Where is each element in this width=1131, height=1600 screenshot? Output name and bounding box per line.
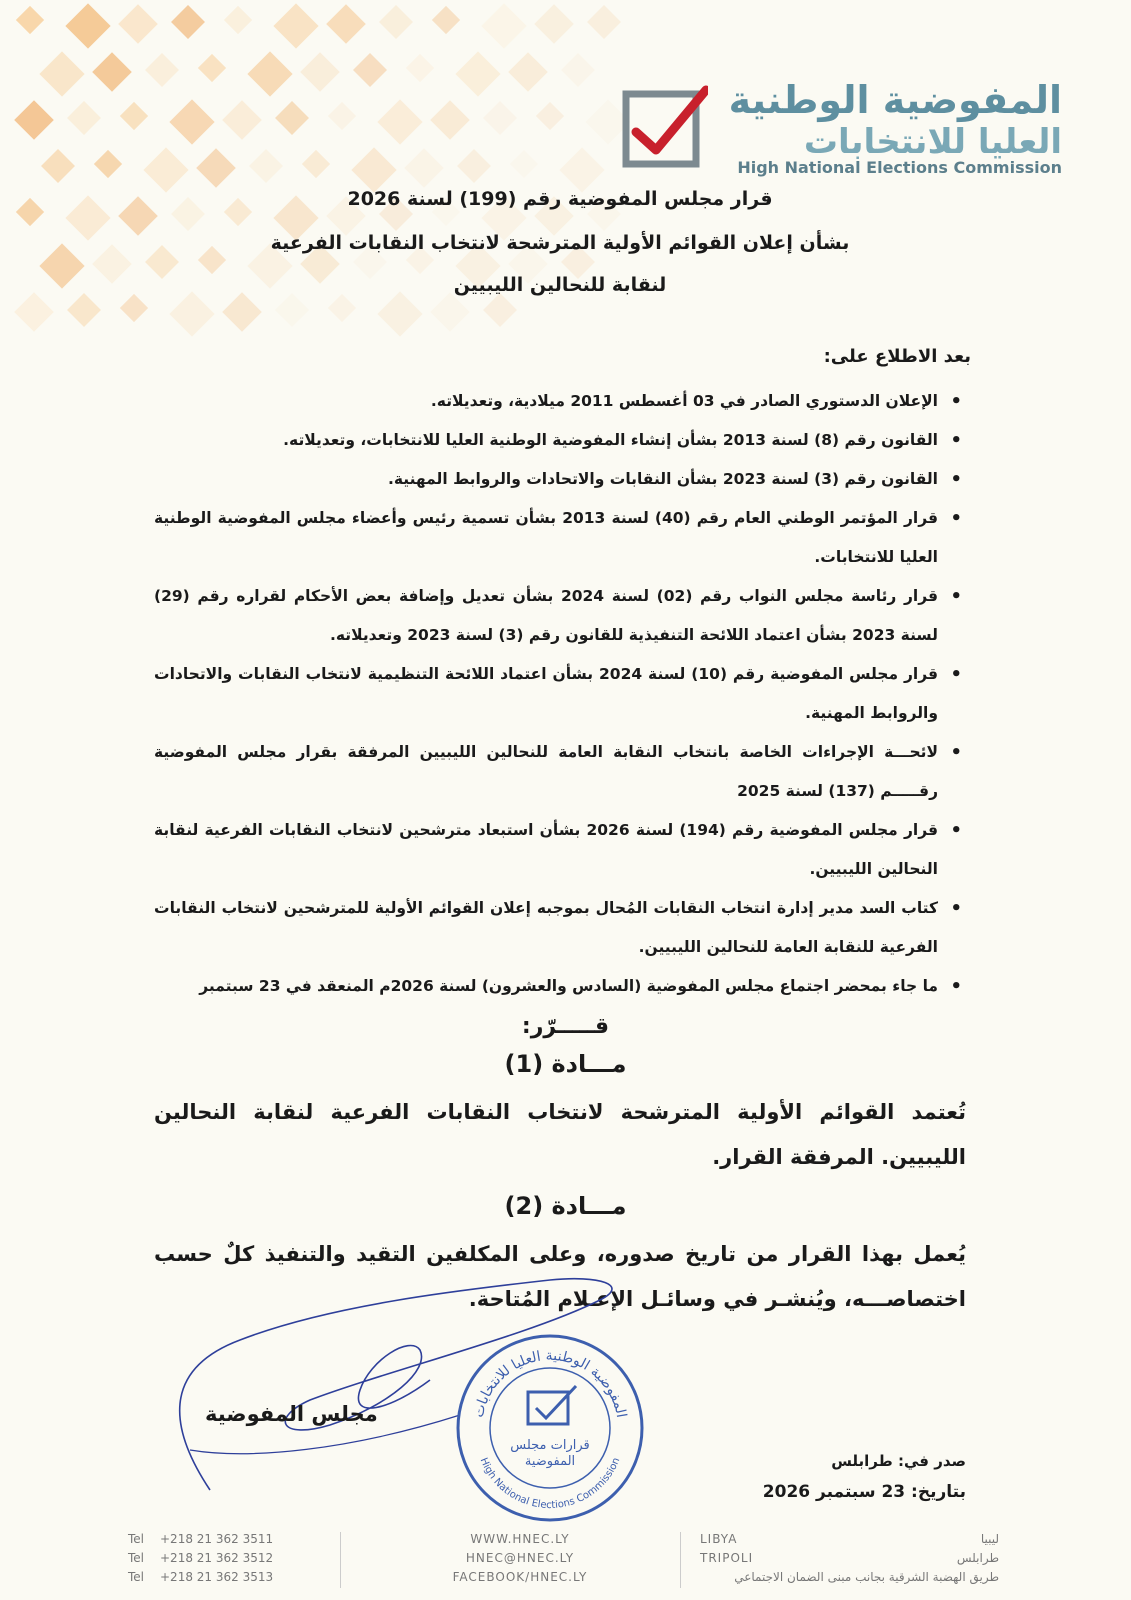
phone-number: +218 21 362 3513 xyxy=(160,1570,274,1584)
decorative-square xyxy=(587,5,621,39)
email-link: HNEC@HNEC.LY xyxy=(465,1551,575,1565)
hnec-logo xyxy=(622,78,1062,178)
decorative-square xyxy=(430,292,470,332)
stamp-text-top: المفوضية الوطنية العليا للانتخابات xyxy=(470,1347,630,1420)
decorative-square xyxy=(300,52,340,92)
footer-phones: Tel +218 21 362 3511 Tel +218 21 362 3512 Tel +218 21 362 3513 xyxy=(128,1532,274,1584)
decorative-square xyxy=(65,195,110,240)
website-link: WWW.HNEC.LY xyxy=(470,1532,570,1546)
decorative-square xyxy=(377,99,422,144)
footer-location-en: LIBYA TRIPOLI xyxy=(700,1532,754,1565)
decorative-square xyxy=(328,294,356,322)
decorative-square xyxy=(16,198,44,226)
decorative-square xyxy=(198,54,226,82)
stamp-text-center: قرارات مجلس المفوضية xyxy=(510,1438,590,1469)
decorative-square xyxy=(41,149,75,183)
decorative-square xyxy=(143,147,188,192)
decorative-square xyxy=(457,149,491,183)
footer-web xyxy=(360,1530,680,1587)
decorative-square xyxy=(118,196,158,236)
decorative-square xyxy=(561,53,595,87)
decision-subject-line1: بشأن إعلان القوائم الأولية المترشحة لانتخاب النقابات الفرعية xyxy=(270,232,850,254)
article2-text: يُعمل بهذا القرار من تاريخ صدوره، وعلى المكلفين التقيد والتنفيذ كلٌ حسب اختصاصـــه، ويُنشـر في وسائـل الإعـلام المُتاحة. xyxy=(154,1242,966,1311)
stamp-ballot-icon xyxy=(528,1392,568,1424)
decorative-square xyxy=(510,150,538,178)
decorative-square xyxy=(302,150,330,178)
decorative-square xyxy=(92,52,132,92)
decorative-square xyxy=(406,54,434,82)
decorative-square xyxy=(222,100,262,140)
phone-number: +218 21 362 3512 xyxy=(160,1551,274,1565)
decorative-square xyxy=(14,100,54,140)
decorative-square xyxy=(169,291,214,336)
decorative-square xyxy=(379,5,413,39)
decorative-square xyxy=(118,4,158,44)
logo-name-ar-line1: المفوضية الوطنية xyxy=(728,78,1062,122)
decorative-square xyxy=(275,101,309,135)
article1-heading: مـــادة (1) xyxy=(504,1050,627,1078)
stamp-text-bottom: High National Elections Commission xyxy=(477,1456,623,1512)
decorative-square xyxy=(430,100,470,140)
decorative-square xyxy=(432,6,460,34)
decorative-square xyxy=(377,291,422,336)
decorative-square xyxy=(483,293,517,327)
decorative-square xyxy=(326,4,366,44)
decorative-square xyxy=(275,293,309,327)
decorative-square xyxy=(224,6,252,34)
decorative-square xyxy=(169,99,214,144)
decorative-square xyxy=(534,4,574,44)
preamble-heading: بعد الاطلاع على: xyxy=(823,346,971,367)
decision-subject-line2: لنقابة للنحالين الليبيين xyxy=(453,274,667,296)
list-item: • قرار رئاسة مجلس النواب رقم (02) لسنة 2024 بشأن تعديل وإضافة بعض الأحكام لقراره رقم (29) لسنة 2023 بشأن اعتماد اللائحة التنفيذية للقانون رقم (3) لسنة 2023 وتعديلاته. xyxy=(154,577,966,655)
decorative-square xyxy=(196,148,236,188)
footer-location-ar: ليبيا طرابلس طريق الهضبة الشرقية بجانب مبنى الضمان الاجتماعي xyxy=(734,1532,999,1584)
decorative-square xyxy=(247,51,292,96)
facebook-link: FACEBOOK/HNEC.LY xyxy=(452,1570,588,1584)
decorative-square xyxy=(94,150,122,178)
decorative-square xyxy=(120,294,148,322)
decorative-square xyxy=(249,149,283,183)
logo-name-en: High National Elections Commission xyxy=(737,158,1062,177)
list-item: • الإعلان الدستوري الصادر في 03 أغسطس 2011 ميلادية، وتعديلاته. xyxy=(154,382,966,421)
decorative-square xyxy=(171,5,205,39)
decides-heading: قـــــرّر: xyxy=(521,1014,610,1039)
decorative-square xyxy=(120,102,148,130)
issue-date: بتاريخ: 23 سبتمبر 2026 xyxy=(762,1482,966,1502)
decorative-square xyxy=(481,3,526,48)
list-item: • القانون رقم (8) لسنة 2013 بشأن إنشاء المفوضية الوطنية العليا للانتخابات، وتعديلاته. xyxy=(154,421,966,460)
footer xyxy=(0,1522,1131,1600)
decorative-square xyxy=(65,3,110,48)
decorative-square xyxy=(92,244,132,284)
decorative-square xyxy=(67,101,101,135)
list-item: • قرار مجلس المفوضية رقم (194) لسنة 2026 بشأن استبعاد مترشحين لانتخاب النقابات الفرعية لنقابة النحالين الليبيين. xyxy=(154,811,966,889)
article1-text: تُعتمد القوائم الأولية المترشحة لانتخاب النقابات الفرعية لنقابة النحالين الليبيين. المرفقة القرار. xyxy=(154,1100,966,1169)
list-item: • قرار مجلس المفوضية رقم (10) لسنة 2024 بشأن اعتماد اللائحة التنظيمية لانتخاب النقابات والاتحادات والروابط المهنية. xyxy=(154,655,966,733)
decorative-square xyxy=(222,292,262,332)
list-item: • القانون رقم (3) لسنة 2023 بشأن النقابات والاتحادات والروابط المهنية. xyxy=(154,460,966,499)
svg-text:المفوضية الوطنية العليا للانتخ xyxy=(471,1348,629,1419)
decorative-square xyxy=(353,53,387,87)
decorative-square xyxy=(39,243,84,288)
decorative-square xyxy=(351,147,396,192)
official-stamp xyxy=(452,1330,648,1526)
article2-heading: مـــادة (2) xyxy=(504,1192,627,1220)
decorative-square xyxy=(455,51,500,96)
decorative-square xyxy=(404,148,444,188)
signatory: مجلس المفوضية xyxy=(205,1402,378,1426)
decorative-square xyxy=(145,53,179,87)
list-item: • قرار المؤتمر الوطني العام رقم (40) لسنة 2013 بشأن تسمية رئيس وأعضاء مجلس المفوضية الوطنية العليا للانتخابات. xyxy=(154,499,966,577)
decorative-square xyxy=(559,147,604,192)
list-item: • كتاب السد مدير إدارة انتخاب النقابات المُحال بموجبه إعلان القوائم الأولية للمترشحين لانتخاب النقابات الفرعية للنقابة العامة للنحالين الليبيين. xyxy=(154,889,966,967)
references-list xyxy=(154,382,966,1006)
decorative-square xyxy=(536,102,564,130)
decorative-square xyxy=(39,51,84,96)
decorative-square xyxy=(483,101,517,135)
decorative-square xyxy=(16,6,44,34)
list-item: • لائحـــة الإجراءات الخاصة بانتخاب النقابة العامة للنحالين الليبيين المرفقة بقرار مجلس المفوضية رقـــــم (137) لسنة 2025 xyxy=(154,733,966,811)
list-item: • ما جاء بمحضر اجتماع مجلس المفوضية (السادس والعشرون) لسنة 2026م المنعقد في 23 سبتمبر xyxy=(154,967,966,1006)
decorative-square xyxy=(14,292,54,332)
decorative-square xyxy=(328,102,356,130)
decorative-square xyxy=(273,3,318,48)
decision-title: قرار مجلس المفوضية رقم (199) لسنة 2026 xyxy=(347,188,773,210)
ballot-check-icon xyxy=(622,84,708,170)
phone-number: +218 21 362 3511 xyxy=(160,1532,274,1546)
logo-name-ar-line2: العليا للانتخابات xyxy=(803,122,1062,162)
decorative-square xyxy=(67,293,101,327)
decorative-square xyxy=(508,52,548,92)
issued-place: صدر في: طرابلس xyxy=(831,1452,966,1470)
